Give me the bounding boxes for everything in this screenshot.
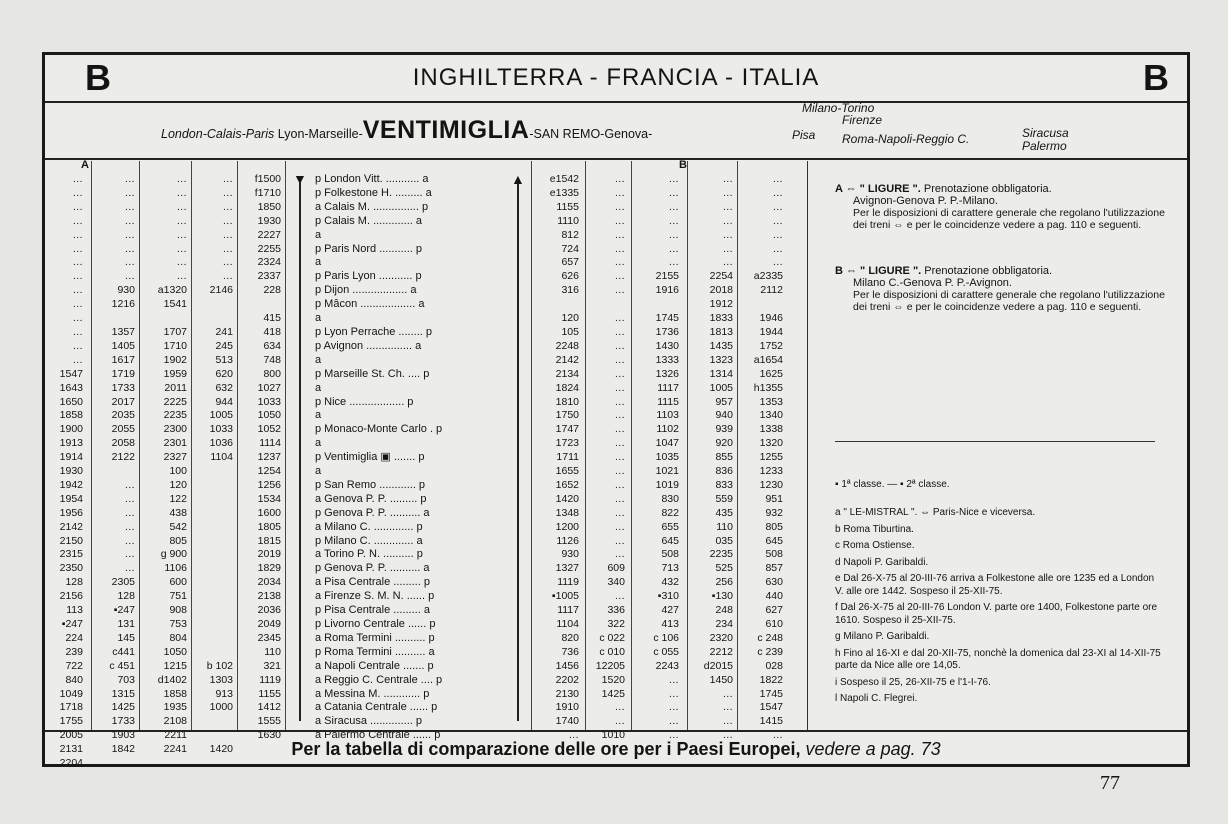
divider xyxy=(737,161,738,731)
station-row: p Genova P. P. .......... a xyxy=(315,562,430,575)
route-prefix: London-Calais-Paris xyxy=(161,127,275,141)
note-b-title: B ⇔ " LIGURE ". xyxy=(835,265,922,277)
route-suffix: -SAN REMO-Genova- xyxy=(529,127,653,141)
station-row: a Palermo Centrale ...... p xyxy=(315,729,441,742)
station-row: p Folkestone H. ......... a xyxy=(315,186,432,199)
station-row: p Roma Termini .......... a xyxy=(315,645,435,658)
column-header-b: B xyxy=(679,159,687,171)
station-row: p Genova P. P. .......... a xyxy=(315,506,430,519)
footnote: f Dal 26-X-75 al 20-III-76 London V. parte ore 1400, Folkestone parte ore 1610. Sospeso il 25-XII-75. xyxy=(835,602,1158,626)
station-row: a xyxy=(315,381,322,394)
station-row: a Milano C. ............. p xyxy=(315,520,423,533)
station-row: p Livorno Centrale ...... p xyxy=(315,618,436,630)
station-row: p Pisa Centrale ......... a xyxy=(315,604,430,617)
divider xyxy=(285,161,286,731)
station-row: a Messina M. ............ p xyxy=(315,687,430,700)
times-col-3: … … … … … … … … a1320 1541 1707 1710 1902 1959 2011 2225 2235 2300 2301 2327 100 120 122 438 542 805 g 900 1106 600 751 908 753 804 1050 1215 d1402 1858 1935 2108 2211 2241 xyxy=(157,173,187,756)
column-header-a: A xyxy=(81,159,89,171)
page-title: INGHILTERRA - FRANCIA - ITALIA xyxy=(412,64,820,91)
divider xyxy=(531,161,532,731)
note-b-text: Prenotazione obbligatoria. xyxy=(924,265,1053,277)
station-row: a Torino P. N. .......... p xyxy=(315,548,423,561)
station-row: p Avignon ............... a xyxy=(315,339,422,352)
station-row: a Siracusa .............. p xyxy=(315,715,422,728)
times-col-10: … … … … … … … a2335 2112 1946 1944 1752 a1654 1625 h1355 1353 1340 1338 1320 1255 1233 1230 951 932 805 645 508 857 630 440 627 610 c 248 c 239 028 1822 1745 1547 1415 … xyxy=(753,173,783,742)
footnote: h Fino al 16-XI e dal 20-XII-75, nonchè la domenica dal 23-XI al 14-XII-75 parte da Nice alle ore 14,05. xyxy=(835,647,1161,671)
times-col-2: … … … … … … … … 930 1216 1357 1405 1617 1719 1733 2017 2035 2055 2058 2122 … … … … … … … 2305 128 ▪247 131 145 c441 c 451 703 1315 1425 1733 1903 1842 xyxy=(109,173,135,756)
divider xyxy=(585,161,586,731)
times-col-1: … … … … … … … … … … … … … … 1547 1643 1650 1858 1900 1913 1914 1930 1942 1954 1956 2142 2150 2315 2350 128 2156 113 ▪247 224 239 722 840 1049 1718 1755 2005 2131 2204 xyxy=(59,173,83,770)
station-row: p Paris Lyon ........... p xyxy=(315,270,422,283)
station-row: p Paris Nord ........... p xyxy=(315,242,422,255)
title-bar xyxy=(45,55,1187,103)
station-row: p Calais M. ............. a xyxy=(315,214,422,227)
dest-siracusa: Siracusa xyxy=(1022,126,1069,140)
note-a-detail: Per le disposizioni di carattere generale che regolano l'utilizzazione dei treni ⇔ e per le coincidenze vedere a pag. 110 e seguenti. xyxy=(853,207,1165,231)
dest-pisa: Pisa xyxy=(792,128,816,142)
dest-firenze: Firenze xyxy=(842,113,883,127)
times-col-8: … … … … … … … 2155 1916 1745 1736 1430 1333 1326 1117 1115 1103 1102 1047 1035 1021 1019 830 822 655 645 508 713 432 ▪310 427 413 c 106 c 055 2243 … … … … … xyxy=(653,173,679,742)
direction-down-icon: ▼ xyxy=(293,171,307,187)
divider xyxy=(631,161,632,731)
station-row: a Firenze S. M. N. ...... p xyxy=(315,590,435,603)
dest-palermo: Palermo xyxy=(1022,139,1067,153)
note-b-detail: Per le disposizioni di carattere generale che regolano l'utilizzazione dei treni ⇔ e per le coincidenze vedere a pag. 110 e seguenti. xyxy=(853,289,1165,313)
station-row: a Reggio C. Centrale .... p xyxy=(315,673,443,686)
dest-roma-napoli: Roma-Napoli-Reggio C. xyxy=(842,132,970,146)
station-row: a xyxy=(315,228,322,241)
station-row: a Pisa Centrale ......... p xyxy=(315,576,430,589)
divider xyxy=(139,161,140,731)
footnotes-list xyxy=(835,507,1165,710)
footnote: a " LE-MISTRAL ". ⇔ Paris-Nice e viceversa. xyxy=(835,507,1036,518)
times-col-4: … … … … … … … … 2146 241 245 513 620 632 944 1005 1033 1036 1104 b 102 1303 913 1000 1420 xyxy=(206,173,233,756)
station-row: p London Vitt. ........... a xyxy=(315,173,429,185)
section-letter-right: B xyxy=(1143,57,1169,98)
direction-up-icon: ▲ xyxy=(511,171,525,187)
station-row: a xyxy=(315,256,322,269)
note-b-route: Milano C.-Genova P. P.-Avignon. xyxy=(853,277,1012,289)
divider xyxy=(237,161,238,731)
times-col-9: … … … … … … … 2254 2018 1912 1833 1813 1435 1323 1314 1005 957 940 939 920 855 836 833 559 435 110 035 2235 525 256 ▪130 248 234 2320 2212 d2015 1450 … … … … xyxy=(703,173,733,742)
footer-page-ref: vedere a pag. 73 xyxy=(805,739,941,759)
divider xyxy=(191,161,192,731)
station-row: a Genova P. P. ......... p xyxy=(315,492,427,505)
timetable-frame xyxy=(42,52,1190,770)
station-row: a xyxy=(315,465,322,478)
footnote: d Napoli P. Garibaldi. xyxy=(835,556,929,568)
footnote: b Roma Tiburtina. xyxy=(835,523,914,535)
note-a-route: Avignon-Genova P. P.-Milano. xyxy=(853,195,998,207)
stations-list xyxy=(315,173,510,743)
footnote: i Sospeso il 25, 26-XII-75 e l'1-I-76. xyxy=(835,676,991,688)
footnote: l Napoli C. Flegrei. xyxy=(835,693,918,704)
station-row: a Catania Centrale ...... p xyxy=(315,701,438,714)
section-letter-left: B xyxy=(85,57,111,98)
times-col-5: f1500 f1710 1850 1930 2227 2255 2324 2337 228 415 418 634 748 800 1027 1033 1050 1052 1114 1237 1254 1256 1534 1600 1805 1815 2019 1829 2034 2138 2036 2049 2345 110 321 1119 1155 1412 1555 1630 xyxy=(254,173,281,742)
note-a-title: A ⇔ " LIGURE ". xyxy=(835,183,921,195)
times-col-6: e1542 e1335 1155 1110 812 724 657 626 316 120 105 2248 2142 2134 1824 1810 1750 1747 1723 1711 1655 1652 1420 1348 1200 1126 930 1327 1119 ▪1005 1117 1104 820 736 1456 2202 2130 1910 1740 … xyxy=(549,173,579,742)
station-row: a xyxy=(315,409,322,422)
route-main: VENTIMIGLIA xyxy=(362,116,530,144)
route-bar xyxy=(45,101,1187,160)
note-b xyxy=(835,265,1165,313)
note-a xyxy=(835,183,1165,231)
footer-text: Per la tabella di comparazione delle ore per i Paesi Europei, xyxy=(291,739,801,759)
dest-milano-torino: Milano-Torino xyxy=(802,101,875,115)
divider xyxy=(91,161,92,731)
station-row: a xyxy=(315,437,322,450)
footnote: g Milano P. Garibaldi. xyxy=(835,631,930,642)
station-row: p Ventimiglia ▣ ....... p xyxy=(315,451,425,464)
direction-line xyxy=(299,181,301,721)
page-number: 77 xyxy=(1100,772,1120,794)
note-a-text: Prenotazione obbligatoria. xyxy=(923,183,1052,195)
footnote: c Roma Ostiense. xyxy=(835,540,915,551)
divider xyxy=(687,161,688,731)
station-row: a Roma Termini .......... p xyxy=(315,631,435,644)
station-row: p Milano C. ............. a xyxy=(315,534,423,547)
station-row: p San Remo ............ p xyxy=(315,478,426,491)
route-mid: Lyon-Marseille- xyxy=(277,127,363,141)
station-row: p Lyon Perrache ........ p xyxy=(315,325,432,338)
notes-panel xyxy=(835,183,1165,704)
route-line xyxy=(161,116,652,145)
footer-note xyxy=(45,730,1187,767)
class-legend: ▪ 1ª classe. — ▪ 2ª classe. xyxy=(835,479,950,490)
station-row: p Marseille St. Ch. .... p xyxy=(315,367,430,380)
notes-divider xyxy=(835,441,1155,442)
station-row: p Nice .................. p xyxy=(315,395,414,408)
footnote: e Dal 26-X-75 al 20-III-76 arriva a Folkestone alle ore 1235 ed a London V. alle ore 1442. Sospeso il 25-XII-75. xyxy=(835,573,1155,597)
station-row: p Mâcon .................. a xyxy=(315,298,425,311)
station-row: p Monaco-Monte Carlo . p xyxy=(315,423,443,436)
direction-line xyxy=(517,181,519,721)
station-row: p Dijon .................. a xyxy=(315,284,417,297)
station-row: a Napoli Centrale ....... p xyxy=(315,659,434,672)
station-row: a xyxy=(315,353,322,366)
times-col-7: … … … … … … … … … … … … … … … … … … … … … … … … … … … 609 340 … 336 322 c 022 c 010 12205 1520 1425 … … 1010 xyxy=(595,173,625,742)
station-row: a Calais M. ............... p xyxy=(315,200,429,213)
station-row: a xyxy=(315,312,322,325)
